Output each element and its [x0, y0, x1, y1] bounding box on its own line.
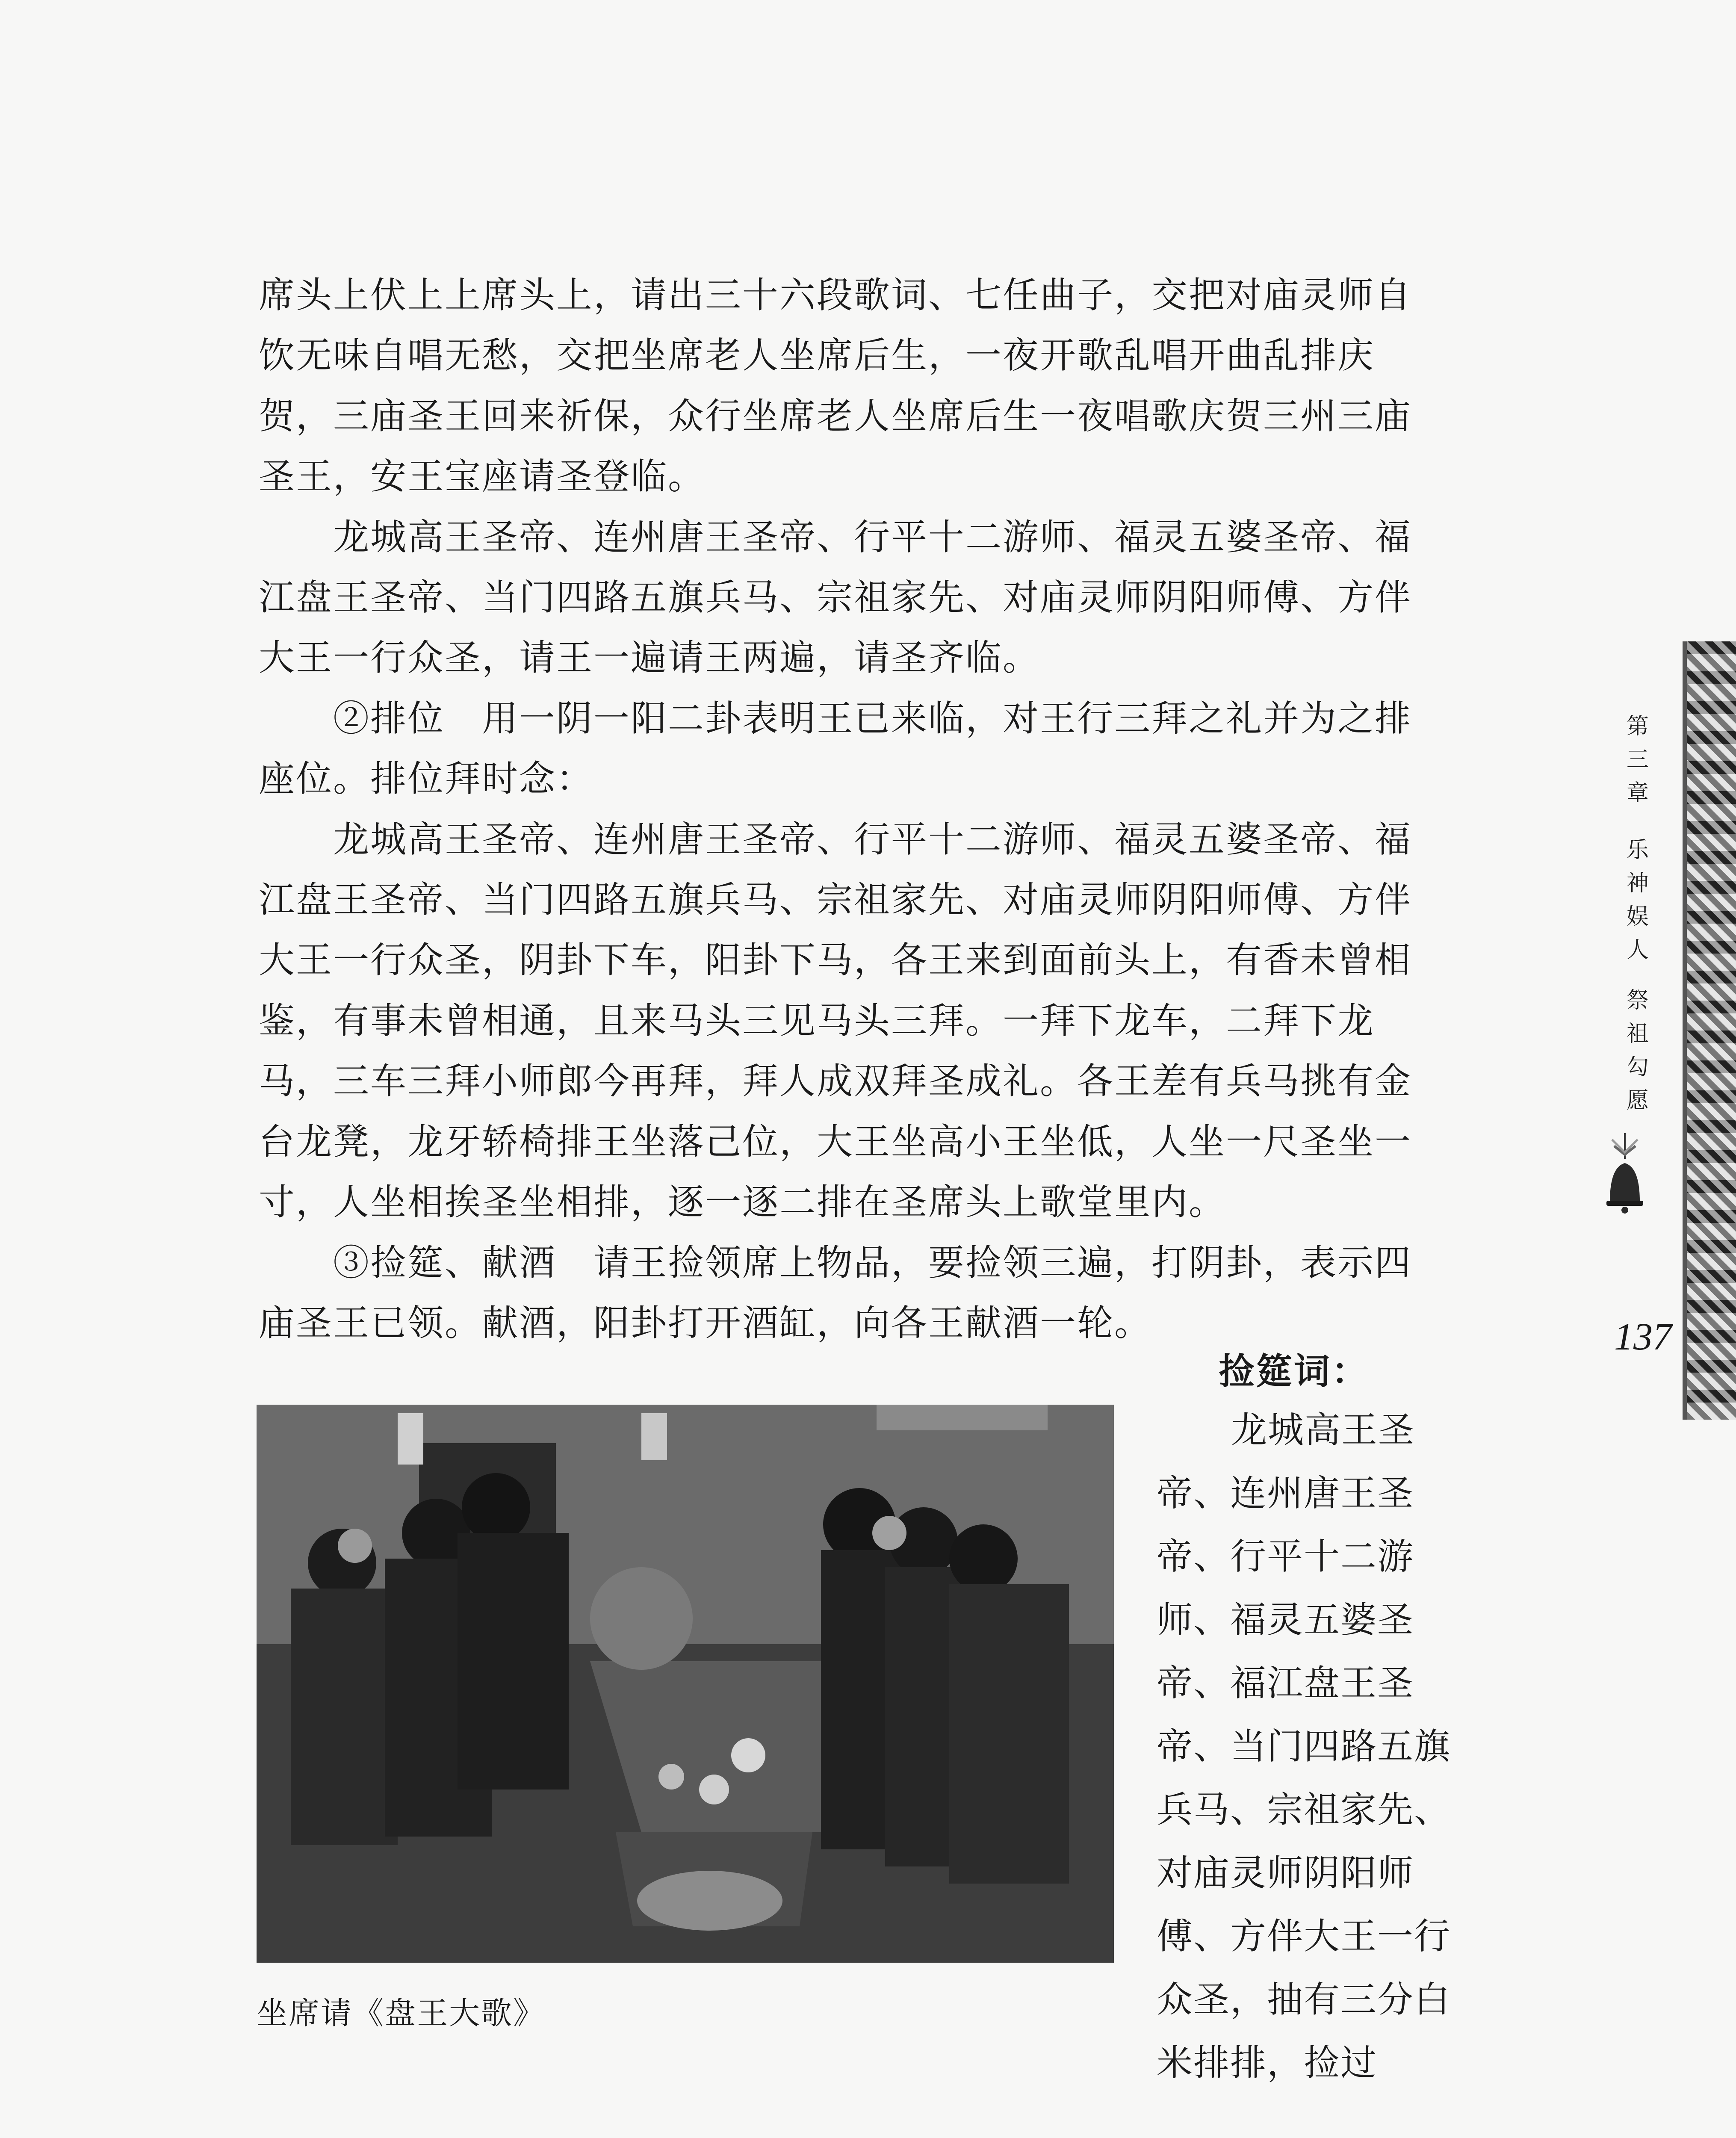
paragraph: 席头上伏上上席头上，请出三十六段歌词、七任曲子，交把对庙灵师自饮无味自唱无愁，交把坐席老人坐席后生，一夜开歌乱唱开曲乱排庆贺，三庙圣王回来祈保，众行坐席老人坐席后生一夜唱歌庆贺三州三庙圣王，安王宝座请圣登临。 — [259, 274, 1412, 498]
photo-caption: 坐席请《盘王大歌》 — [257, 1995, 546, 2031]
running-header — [1621, 710, 1655, 1117]
main-text — [259, 265, 1447, 1353]
bell-icon — [1597, 1129, 1653, 1214]
side-paragraph: 龙城高王圣帝、连州唐王圣帝、行平十二游师、福灵五婆圣帝、福江盘王圣帝、当门四路五旗兵马、宗祖家先、对庙灵师阴阳师傅、方伴大王一行众圣，抽有三分白米排排，捡过 — [1157, 1409, 1451, 2084]
side-heading: 捡筵词： — [1219, 1350, 1370, 1392]
side-text — [1157, 1398, 1456, 2094]
ritual-photo — [257, 1405, 1114, 1963]
paragraph: 龙城高王圣帝、连州唐王圣帝、行平十二游师、福灵五婆圣帝、福江盘王圣帝、当门四路五旗兵马、宗祖家先、对庙灵师阴阳师傅、方伴大王一行众圣，阴卦下车，阳卦下马，各王来到面前头上，有香未曾相鉴，有事未曾相通，且来马头三见马头三拜。一拜下龙车，二拜下龙马，三车三拜小师郎今再拜，拜人成双拜圣成礼。各王差有兵马挑有金台龙凳，龙牙轿椅排王坐落己位，大王坐高小王坐低，人坐一尺圣坐一寸，人坐相挨圣坐相排，逐一逐二排在圣席头上歌堂里内。 — [259, 818, 1412, 1223]
paragraph: 龙城高王圣帝、连州唐王圣帝、行平十二游师、福灵五婆圣帝、福江盘王圣帝、当门四路五旗兵马、宗祖家先、对庙灵师阴阳师傅、方伴大王一行众圣，请王一遍请王两遍，请圣齐临。 — [259, 516, 1412, 679]
paragraph: ③捡筵、献酒 请王捡领席上物品，要捡领三遍，打阴卦，表示四庙圣王已领。献酒，阳卦打开酒缸，向各王献酒一轮。 — [259, 1241, 1412, 1344]
chapter-title: 第 三 章 — [1626, 714, 1649, 806]
decorative-border — [1683, 641, 1736, 1420]
section-title: 乐 神 娱 人 祭 祖 勾 愿 — [1626, 837, 1649, 1113]
page-number: 137 — [1614, 1316, 1672, 1358]
paragraph: ②排位 用一阴一阳二卦表明王已来临，对王行三拜之礼并为之排座位。排位拜时念： — [259, 697, 1412, 800]
